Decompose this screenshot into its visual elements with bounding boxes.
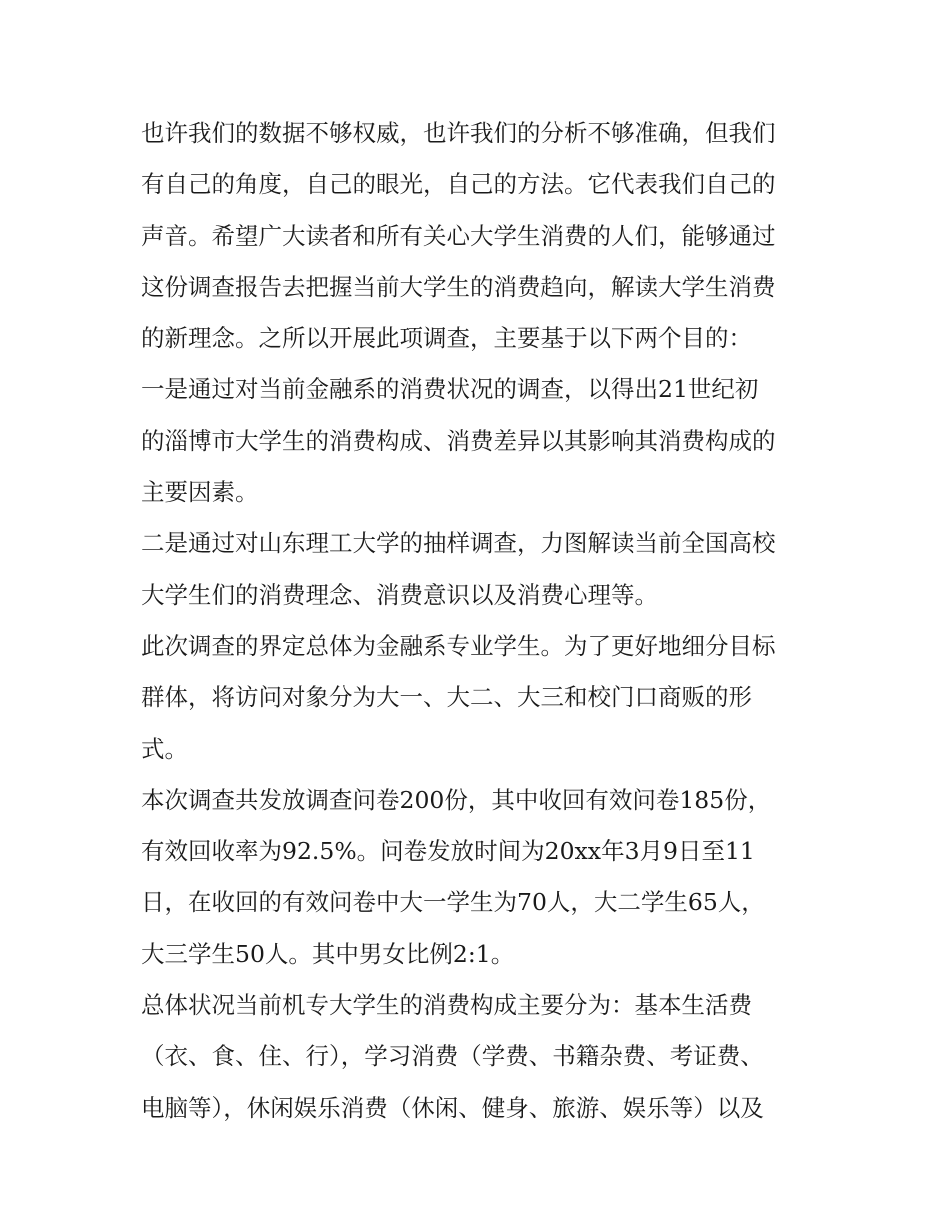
text-line: （衣、食、住、行），学习消费（学费、书籍杂费、考证费、 xyxy=(141,1042,764,1071)
text-line: 也许我们的数据不够权威，也许我们的分析不够准确，但我们 xyxy=(141,119,776,147)
text-line: 有效回收率为92.5%。问卷发放时间为20xx年3月9日至11 xyxy=(141,837,755,866)
text-line: 声音。希望广大读者和所有关心大学生消费的人们，能够通过 xyxy=(141,221,776,250)
text-line: 主要因素。 xyxy=(141,478,259,507)
text-line: 日，在收回的有效问卷中大一学生为70人，大二学生65人， xyxy=(141,888,765,917)
text-line: 电脑等），休闲娱乐消费（休闲、健身、旅游、娱乐等）以及 xyxy=(141,1093,764,1122)
text-line: 一是通过对当前金融系的消费状况的调查，以得出21世纪初 xyxy=(141,375,759,404)
text-line: 的淄博市大学生的消费构成、消费差异以其影响其消费构成的 xyxy=(141,426,776,455)
text-line: 群体，将访问对象分为大一、大二、大三和校门口商贩的形 xyxy=(141,683,752,712)
text-line: 这份调查报告去把握当前大学生的消费趋向，解读大学生消费 xyxy=(141,272,776,301)
text-line: 此次调查的界定总体为金融系专业学生。为了更好地细分目标 xyxy=(141,631,776,660)
document-body xyxy=(141,108,821,1134)
text-line: 二是通过对山东理工大学的抽样调查，力图解读当前全国高校 xyxy=(141,529,776,558)
text-line: 本次调查共发放调查问卷200份，其中收回有效问卷185份， xyxy=(141,785,772,814)
text-line: 的新理念。之所以开展此项调查，主要基于以下两个目的： xyxy=(141,324,752,353)
text-line: 大三学生50人。其中男女比例2:1。 xyxy=(141,939,515,968)
text-line: 大学生们的消费理念、消费意识以及消费心理等。 xyxy=(141,580,658,609)
text-line: 总体状况当前机专大学生的消费构成主要分为：基本生活费 xyxy=(141,991,752,1020)
text-line: 有自己的角度，自己的眼光，自己的方法。它代表我们自己的 xyxy=(141,170,776,199)
text-line: 式。 xyxy=(141,734,188,763)
